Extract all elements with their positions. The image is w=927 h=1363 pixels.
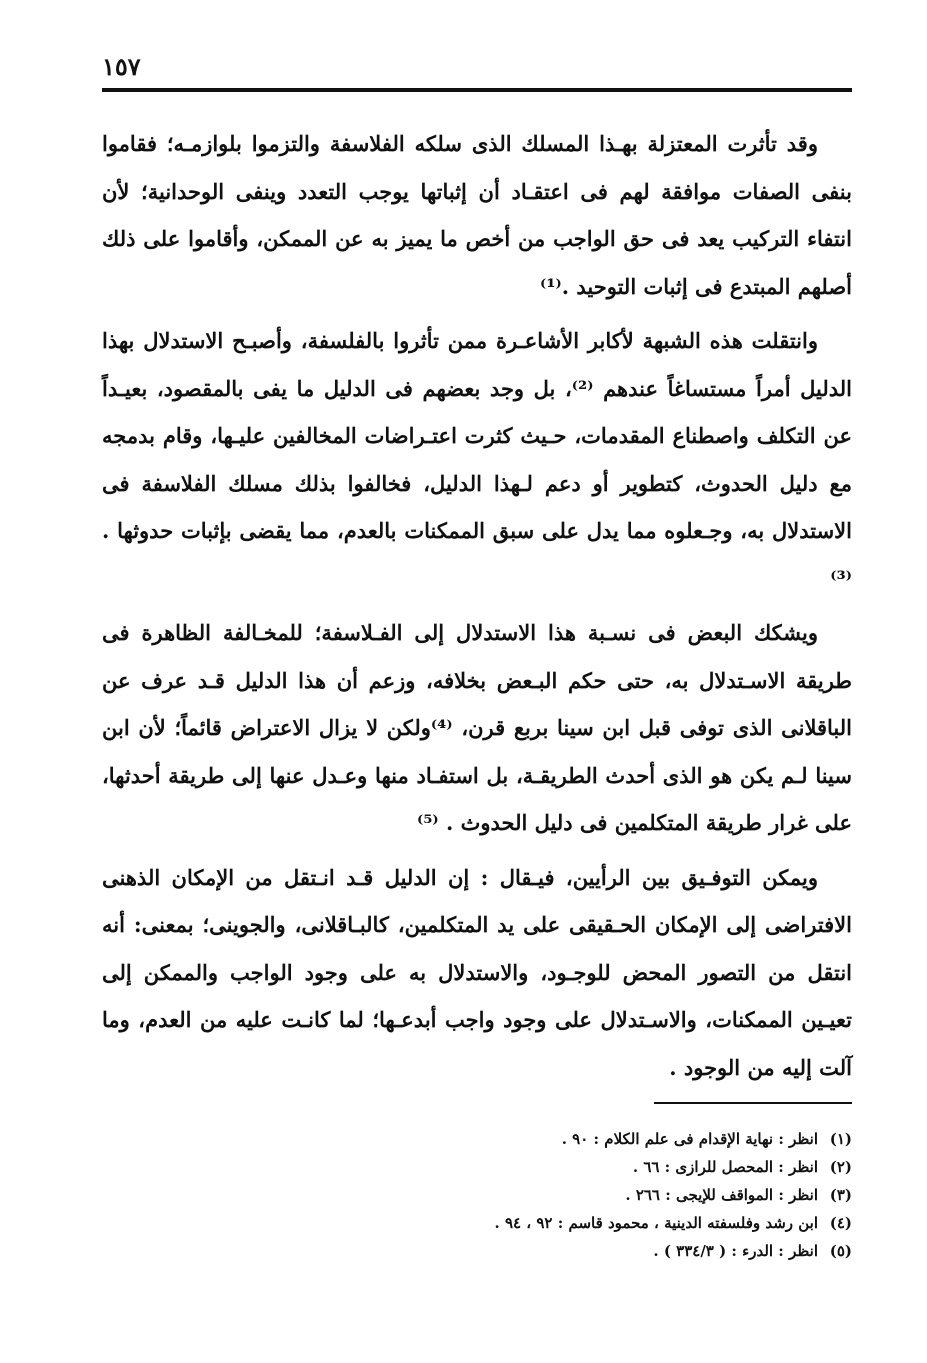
footnotes-list: [102, 1125, 852, 1265]
header-rule: [102, 88, 852, 92]
footnote: [102, 1181, 852, 1209]
footnote-number: (١): [829, 1130, 852, 1148]
footnote-text: انظر : نهاية الإقدام فى علم الكلام : ٩٠ .: [561, 1130, 818, 1148]
paragraph: ويشكك البعض فى نسـبة هذا الاستدلال إلى الفـلاسفة؛ للمخـالفة الظاهرة فى طريقة الاسـتدلال به، حتى حكم البـعض بخلافه، وزعم أن هذا الدليل قـد عرف عن الباقلانى الذى توفى قبل ابن سينا بربع قرن، ⁽⁴⁾ولكن لا يزال الاعتراض قائماً؛ لأن ابن سينا لـم يكن هو الذى أحدث الطريقـة، بل استفـاد منها وعـدل عنها إلى طريقة أحدثها، على غرار طريقة المتكلمين فى دليل الحدوث . ⁽⁵⁾: [102, 620, 852, 835]
footnote: [102, 1209, 852, 1237]
page-number: ١٥٧: [102, 52, 141, 81]
footnote-text: انظر : الدرء : ( ٣٣٤/٣ ) .: [653, 1242, 818, 1260]
paragraph: وقد تأثرت المعتزلة بهـذا المسلك الذى سلكه الفلاسفة والتزموا بلوازمـه؛ فقاموا بنفى الصفات موافقة لهم فى اعتقـاد أن إثباتها يوجب التعدد وينفى الوحدانية؛ لأن انتفاء التركيب يعد فى حق الواجب من أخص ما يميز به عن الممكن، وأقاموا على ذلك أصلهم المبتدع فى إثبات التوحيد .⁽¹⁾: [102, 131, 852, 299]
paragraph: ويمكن التوفـيق بين الرأيين، فيـقال : إن الدليل قـد انـتقل من الإمكان الذهنى الافتراضى إلى الإمكان الحـقيقى على يد المتكلمين، كالبـاقلانى، والجوينى؛ بمعنى: أنه انتقل من التصور المحض للوجـود، والاستدلال به على وجود الواجب والممكن إلى تعيـين الممكنات، والاسـتدلال على وجود واجب أبدعـها؛ لما كانـت عليه من العدم، وما آلت إليه من الوجود .: [102, 864, 852, 1080]
footnote-text: انظر : المحصل للرازى : ٦٦ .: [632, 1158, 818, 1176]
footnote-number: (٢): [829, 1158, 852, 1176]
footnote-text: ابن رشد وفلسفته الدينية ، محمود قاسم : ٩٢ ، ٩٤ .: [494, 1214, 818, 1232]
paragraph: وانتقلت هذه الشبهة لأكابر الأشاعـرة ممن تأثروا بالفلسفة، وأصبـح الاستدلال بهذا الدليل أمراً مستساغاً عندهم ⁽²⁾، بل وجد بعضهم فى الدليل ما يفى بالمقصود، بعيـداً عن التكلف واصطناع المقدمات، حـيث كثرت اعتـراضات المخالفين عليـها، وقام بدمجه مع دليل الحدوث، كتطوير أو دعم لـهذا الدليل، فخالفوا بذلك مسلك الفلاسفة فى الاستدلال به، وجـعلوه مما يدل على سبق الممكنات بالعدم، مما يقضى بإثبات حدوثها . ⁽³⁾: [102, 328, 853, 591]
footnote-text: انظر : المواقف للإيجى : ٢٦٦ .: [625, 1186, 818, 1204]
footnote-number: (٥): [829, 1242, 852, 1260]
main-text: [102, 120, 852, 1098]
footnote-rule: [654, 1102, 852, 1104]
footnote: [102, 1153, 852, 1181]
footnote: [102, 1237, 852, 1265]
footnote: [102, 1125, 852, 1153]
footnote-number: (٣): [829, 1186, 852, 1204]
footnote-number: (٤): [829, 1214, 852, 1232]
